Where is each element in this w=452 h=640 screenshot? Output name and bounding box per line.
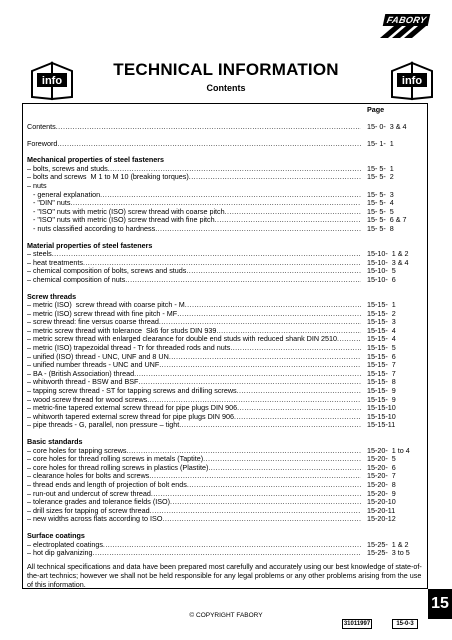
page-column-header-row xyxy=(27,106,425,115)
entry-page: 15- 5- 2 xyxy=(367,172,394,182)
entry-page: 15-20- 5 xyxy=(367,454,396,464)
toc-row xyxy=(27,140,425,149)
entry-title: – unified (ISO) thread - UNC, UNF and 8 UN xyxy=(27,351,169,361)
entry-title: – tapping screw thread - ST for tapping screws and drilling screws xyxy=(27,386,237,396)
entry-page: 15-15- 8 xyxy=(367,377,396,387)
entry-page: 15-15- 9 xyxy=(367,394,396,404)
entry-title: - "ISO" nuts with metric (ISO) screw thread with fine pitch xyxy=(27,215,215,225)
entry-page: 15-15- 3 xyxy=(367,317,396,327)
entry-title: – BA - (British Association) thread xyxy=(27,368,135,378)
dot-leader xyxy=(225,208,361,217)
entry-page: 15-15- 2 xyxy=(367,308,396,318)
dot-leader xyxy=(177,310,361,319)
dot-leader xyxy=(57,140,361,149)
entry-title: – metric (ISO) screw thread with fine pitch - MF xyxy=(27,308,178,318)
dot-leader xyxy=(208,464,361,473)
dot-leader xyxy=(237,404,361,413)
entry-title: – screw thread: fine versus coarse thread xyxy=(27,317,159,327)
info-icon-label: info xyxy=(401,75,423,87)
entry-page: 15-15-10 xyxy=(367,403,396,413)
dot-leader xyxy=(125,276,361,285)
dot-leader xyxy=(185,301,361,310)
entry-title: – unified number threads - UNC and UNF xyxy=(27,360,160,370)
table-of-contents xyxy=(27,106,425,558)
entry-title: – bolts and screws M 1 to M 10 (breaking torques) xyxy=(27,172,189,182)
entry-page: 15-20- 1 to 4 xyxy=(367,445,410,455)
dot-leader xyxy=(134,370,361,379)
entry-page: 15- 5- 3 xyxy=(367,189,394,199)
entry-page: 15- 1- 1 xyxy=(367,138,394,148)
entry-title: – new widths across flats according to ISO xyxy=(27,514,163,524)
entry-page: 15-10- 5 xyxy=(367,266,396,276)
entry-title: – heat treatments xyxy=(27,257,83,267)
entry-title: – chemical composition of nuts xyxy=(27,274,126,284)
dot-leader xyxy=(234,413,361,422)
entry-title: – metric-fine tapered external screw thread for pipe plugs DIN 906 xyxy=(27,403,238,413)
section-heading: Screw threads xyxy=(27,291,77,301)
entry-title: – drill sizes for tapping of screw thread xyxy=(27,505,150,515)
entry-title: – metric (ISO) trapezoidal thread - Tr for threaded rods and nuts xyxy=(27,343,231,353)
entry-title: – electroplated coatings xyxy=(27,539,103,549)
toc-row xyxy=(27,173,425,182)
dot-leader xyxy=(93,549,361,558)
entry-page: 15- 5- 5 xyxy=(367,206,394,216)
dot-leader xyxy=(179,421,361,430)
toc-row xyxy=(27,123,425,132)
disclaimer-text: All technical specifications and data have been prepared most carefully and accurately using our best knowledge of state-of-the-art technics; however we shall not be held responsible for any legal problems or any other problems arising from the use of this information. xyxy=(27,562,422,589)
entry-title: - general explanation xyxy=(27,189,101,199)
entry-title: – metric screw thread with enlarged clearance for double end studs with reduced shank DIN 2510 xyxy=(27,334,338,344)
dot-leader xyxy=(215,216,361,225)
page-title: TECHNICAL INFORMATION xyxy=(113,60,339,79)
toc-row xyxy=(27,191,425,200)
entry-page: 15-10- 6 xyxy=(367,274,396,284)
entry-title: - "ISO" nuts with metric (ISO) screw thread with coarse pitch xyxy=(27,206,225,216)
dot-leader xyxy=(150,507,361,516)
entry-title: Foreword xyxy=(27,138,58,148)
toc-row xyxy=(27,225,425,234)
logo-stripes-icon xyxy=(380,26,440,38)
entry-title: Contents xyxy=(27,122,56,131)
dot-leader xyxy=(189,173,361,182)
entry-title: – clearance holes for bolts and screws xyxy=(27,471,150,481)
entry-title: – whitworth tapered external screw thread for pipe plugs DIN 906 xyxy=(27,411,234,421)
toc-row xyxy=(27,421,425,430)
dot-leader xyxy=(230,344,361,353)
dot-leader xyxy=(337,335,361,344)
entry-title: – steels xyxy=(27,249,52,259)
dot-leader xyxy=(56,123,361,132)
entry-title: – thread ends and length of projection of bolt ends xyxy=(27,479,187,489)
section-heading: Material properties of steel fasteners xyxy=(27,240,153,250)
entry-title: - "DIN" nuts xyxy=(27,198,71,208)
entry-title: – bolts, screws and studs xyxy=(27,163,108,173)
page-column-header: Page xyxy=(367,105,385,114)
dot-leader xyxy=(151,490,361,499)
entry-page: 15-20- 9 xyxy=(367,488,396,498)
info-icon-label: info xyxy=(41,75,63,87)
entry-title: – core holes for thread rolling screws in plastics (Plastite) xyxy=(27,462,209,472)
entry-page: 15-25- 1 & 2 xyxy=(367,539,409,549)
entry-page: 15- 0- 3 & 4 xyxy=(367,122,407,131)
dot-leader xyxy=(203,455,361,464)
dot-leader xyxy=(237,387,361,396)
dot-leader xyxy=(100,191,361,200)
entry-page: 15-15- 6 xyxy=(367,351,396,361)
logo-text: FABORY xyxy=(383,14,431,26)
entry-page: 15-15-11 xyxy=(367,420,396,430)
dot-leader xyxy=(155,225,361,234)
entry-title: – pipe threads - G, parallel, non pressure – tight xyxy=(27,420,180,430)
entry-page: 15-20- 7 xyxy=(367,471,396,481)
dot-leader xyxy=(162,515,361,524)
entry-page: 15-15-10 xyxy=(367,411,396,421)
entry-page: 15-20-10 xyxy=(367,497,396,507)
entry-page: 15-15- 4 xyxy=(367,334,396,344)
entry-title: – chemical composition of bolts, screws and studs xyxy=(27,266,187,276)
dot-leader xyxy=(170,498,361,507)
entry-page: 15-20-11 xyxy=(367,505,396,515)
entry-title: - nuts classified according to hardness xyxy=(27,223,156,233)
section-heading: Basic standards xyxy=(27,437,83,446)
entry-page: 15-20- 8 xyxy=(367,479,396,489)
dot-leader xyxy=(103,541,361,550)
entry-page: 15-20- 6 xyxy=(367,462,396,472)
entry-page: 15-15- 4 xyxy=(367,325,396,335)
entry-page: 15- 5- 4 xyxy=(367,198,394,208)
entry-page: 15-25- 3 to 5 xyxy=(367,548,410,558)
entry-page: 15-15- 7 xyxy=(367,360,396,370)
chapter-tab: 15 xyxy=(428,589,452,619)
entry-title: – core holes for thread rolling screws in metals (Taptite) xyxy=(27,454,204,464)
entry-page: 15-15- 5 xyxy=(367,343,396,353)
entry-title: – nuts xyxy=(27,180,47,190)
toc-row xyxy=(27,276,425,285)
entry-title: – tolerance grades and tolerance fields (ISO) xyxy=(27,497,171,507)
dot-leader xyxy=(187,481,361,490)
dot-leader xyxy=(159,361,361,370)
entry-title: – metric (ISO) screw thread with coarse pitch - M xyxy=(27,300,185,310)
entry-title: – metric screw thread with tolerance Sk6 for studs DIN 939 xyxy=(27,325,217,335)
entry-page: 15-15- 7 xyxy=(367,368,396,378)
entry-title: – core holes for tapping screws xyxy=(27,445,127,455)
entry-title: – whitworth thread - BSW and BSF xyxy=(27,377,139,387)
dot-leader xyxy=(169,353,361,362)
copyright-text: © COPYRIGHT FABORY xyxy=(189,612,263,619)
entry-page: 15- 5- 8 xyxy=(367,223,394,233)
entry-title: – hot dip galvanizing xyxy=(27,548,93,558)
toc-row xyxy=(27,515,425,524)
entry-page: 15- 5- 1 xyxy=(367,163,394,173)
page-subtitle: Contents xyxy=(206,83,246,93)
entry-title: – run-out and undercut of screw thread xyxy=(27,488,151,498)
dot-leader xyxy=(186,267,361,276)
section-heading: Mechanical properties of steel fasteners xyxy=(27,155,165,165)
document-code: 31011997 xyxy=(343,621,371,627)
entry-page: 15-15- 9 xyxy=(367,386,396,396)
section-heading: Surface coatings xyxy=(27,530,85,540)
entry-page: 15-10- 1 & 2 xyxy=(367,249,409,259)
page-reference: 15-0-3 xyxy=(392,619,418,629)
entry-page: 15- 5- 6 & 7 xyxy=(367,215,407,225)
entry-page: 15-15- 1 xyxy=(367,300,396,310)
fabory-logo xyxy=(376,6,444,40)
entry-title: – wood screw thread for wood screws xyxy=(27,394,148,404)
toc-row xyxy=(27,250,425,259)
toc-row xyxy=(27,549,425,558)
entry-page: 15-20-12 xyxy=(367,514,396,524)
entry-page: 15-10- 3 & 4 xyxy=(367,257,409,267)
dot-leader xyxy=(52,250,361,259)
